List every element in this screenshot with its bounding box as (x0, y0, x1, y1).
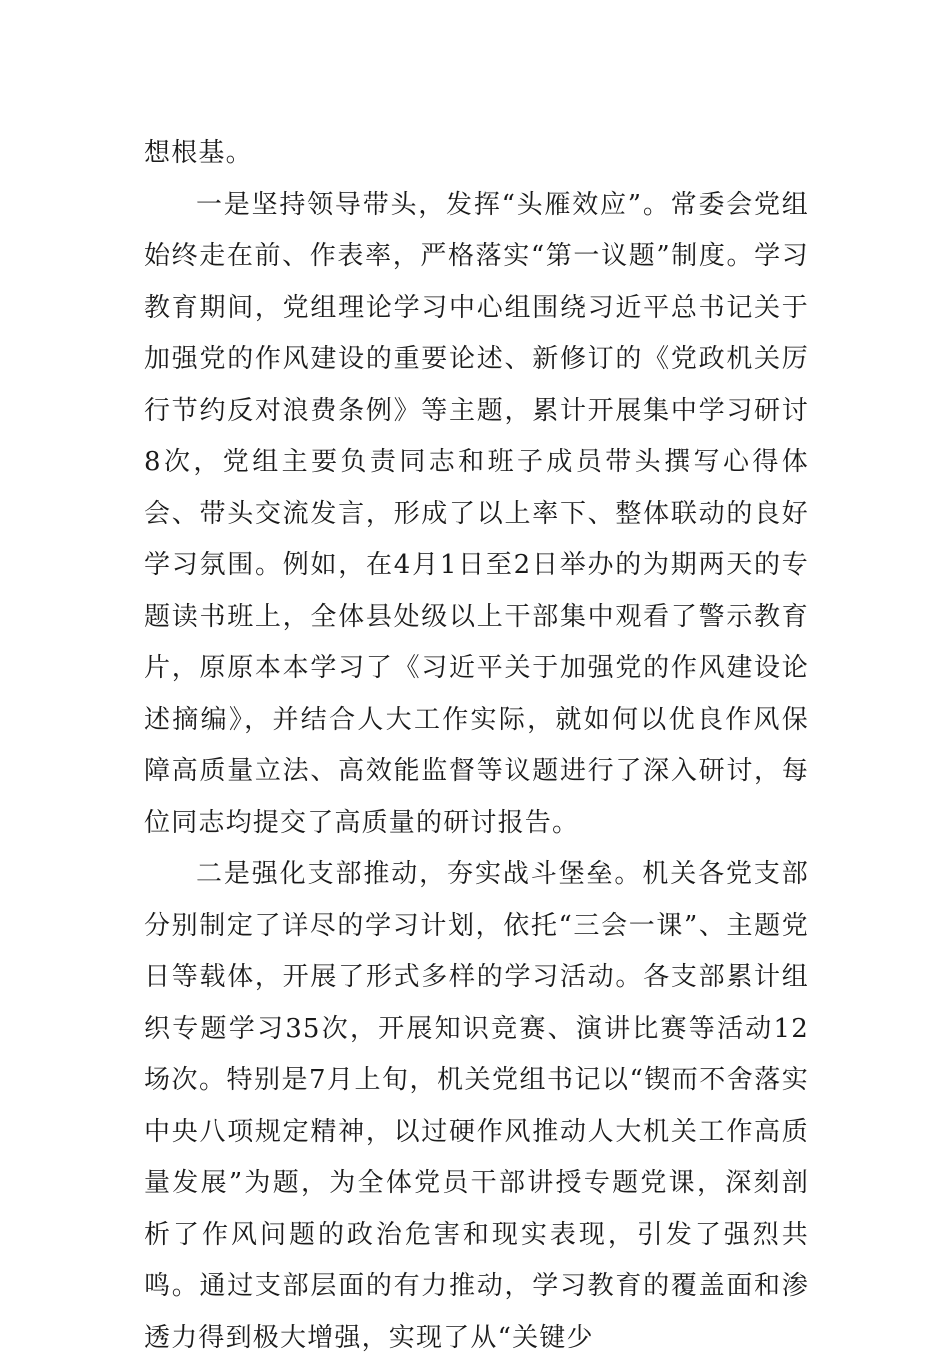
paragraph-continuation: 想根基。 (144, 138, 253, 168)
document-body (144, 128, 809, 1364)
paragraph-leadership: 一是坚持领导带头，发挥“头雁效应”。常委会党组始终走在前、作表率，严格落实“第一议题”制度。学习教育期间，党组理论学习中心组围绕习近平总书记关于加强党的作风建设的重要论述、新修订的《党政机关厉行节约反对浪费条例》等主题，累计开展集中学习研讨8次，党组主要负责同志和班子成员带头撰写心得体会、带头交流发言，形成了以上率下、整体联动的良好学习氛围。例如，在4月1日至2日举办的为期两天的专题读书班上，全体县处级以上干部集中观看了警示教育片，原原本本学习了《习近平关于加强党的作风建设论述摘编》，并结合人大工作实际，就如何以优良作风保障高质量立法、高效能监督等议题进行了深入研讨，每位同志均提交了高质量的研讨报告。 (144, 189, 809, 838)
paragraph-branch: 二是强化支部推动，夯实战斗堡垒。机关各党支部分别制定了详尽的学习计划，依托“三会一课”、主题党日等载体，开展了形式多样的学习活动。各支部累计组织专题学习35次，开展知识竞赛、演讲比赛等活动12场次。特别是7月上旬，机关党组书记以“锲而不舍落实中央八项规定精神，以过硬作风推动人大机关工作高质量发展”为题，为全体党员干部讲授专题党课，深刻剖析了作风问题的政治危害和现实表现，引发了强烈共鸣。通过支部层面的有力推动，学习教育的覆盖面和渗透力得到极大增强，实现了从“关键少 (144, 859, 809, 1353)
